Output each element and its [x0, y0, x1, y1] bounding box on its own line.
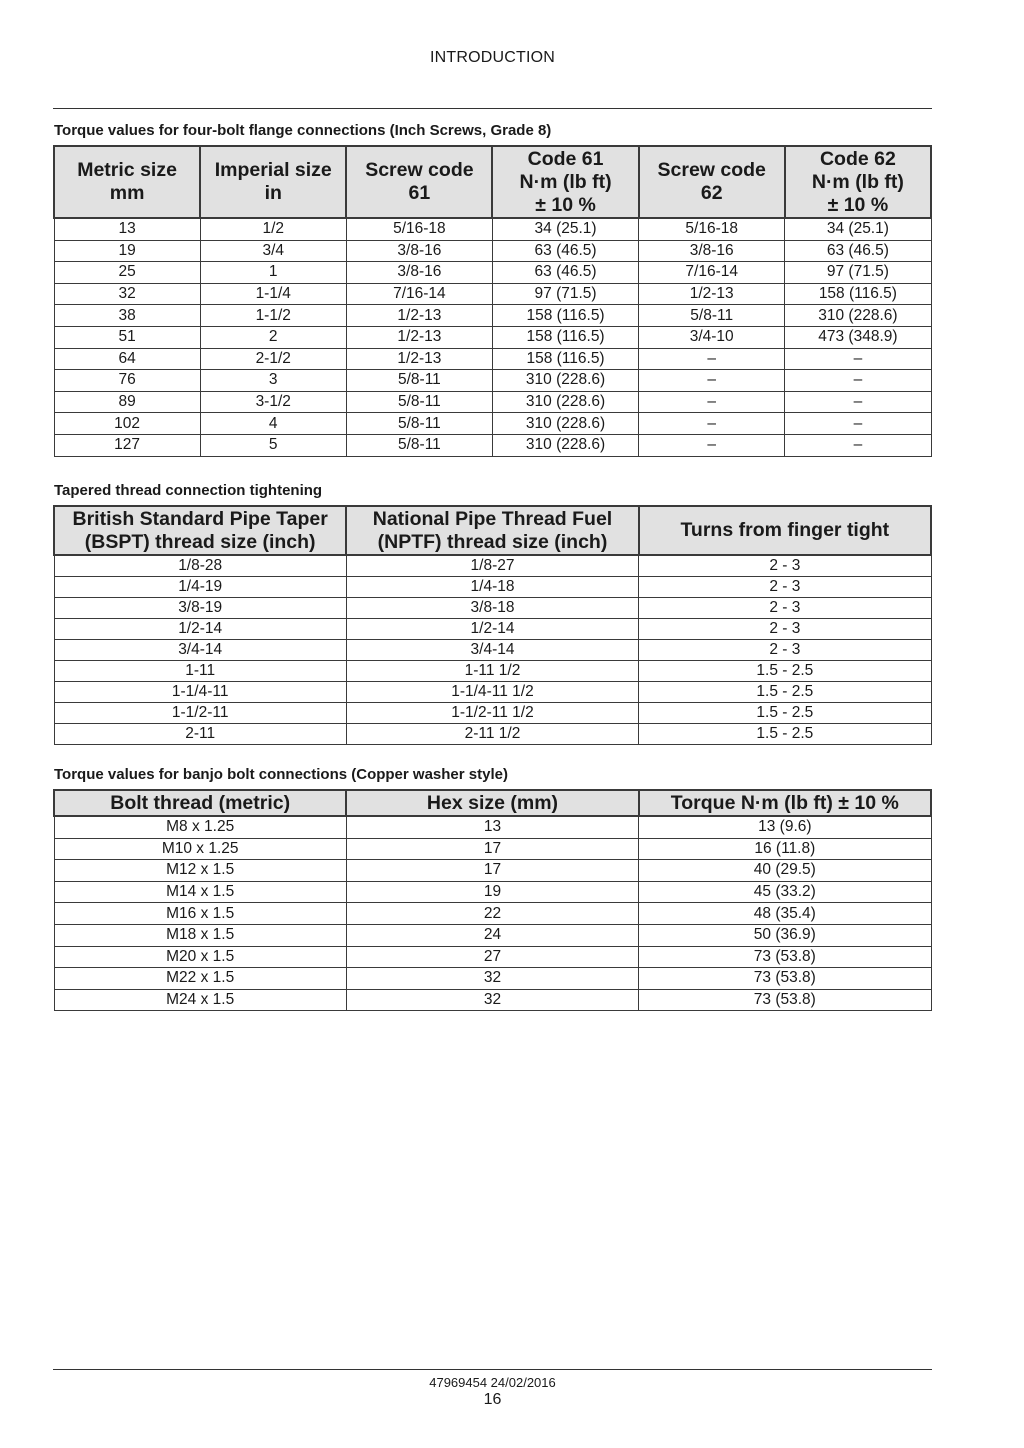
- table-cell: 97 (71.5): [785, 262, 931, 284]
- column-header: [54, 790, 346, 816]
- table-row: [54, 577, 931, 598]
- table-row: [54, 682, 931, 703]
- table-cell: 3/4-14: [346, 640, 638, 661]
- flange-torque-table: [53, 145, 932, 457]
- page-header: INTRODUCTION: [429, 49, 556, 66]
- column-header-line: Screw code: [657, 159, 766, 181]
- column-header-line: 62: [700, 182, 723, 204]
- table-cell: 32: [346, 968, 638, 990]
- table-row: [54, 283, 931, 305]
- column-header-line: Metric size: [77, 159, 177, 181]
- table-cell: M22 x 1.5: [54, 968, 346, 990]
- column-header: [639, 790, 931, 816]
- table-cell: M12 x 1.5: [54, 860, 346, 882]
- table-cell: 1/8-28: [54, 555, 346, 577]
- table-cell: M14 x 1.5: [54, 881, 346, 903]
- column-header: [346, 146, 492, 218]
- column-header-line: mm: [109, 182, 145, 204]
- table-cell: 2 - 3: [639, 555, 931, 577]
- column-header: [639, 146, 785, 218]
- table-header-row: [54, 506, 931, 555]
- table-cell: –: [639, 370, 785, 392]
- column-header-line: 61: [408, 182, 431, 204]
- table-cell: 1-1/2: [200, 305, 346, 327]
- table-cell: –: [785, 370, 931, 392]
- table-cell: M8 x 1.25: [54, 816, 346, 838]
- table-cell: 1: [200, 262, 346, 284]
- table-cell: 51: [54, 326, 200, 348]
- flange-table-title: Torque values for four-bolt flange connections (Inch Screws, Grade 8): [54, 122, 552, 139]
- table-cell: 38: [54, 305, 200, 327]
- table-cell: 5/16-18: [346, 218, 492, 240]
- column-header-line: Turns from finger tight: [680, 519, 890, 541]
- table-row: [54, 924, 931, 946]
- table-cell: M24 x 1.5: [54, 989, 346, 1011]
- table-cell: 310 (228.6): [492, 391, 638, 413]
- table-cell: 3/8-16: [346, 262, 492, 284]
- table-cell: 89: [54, 391, 200, 413]
- table-row: [54, 413, 931, 435]
- table-cell: 158 (116.5): [785, 283, 931, 305]
- column-header-line: N·m (lb ft): [811, 170, 904, 193]
- table-row: [54, 816, 931, 838]
- table-cell: 45 (33.2): [639, 881, 931, 903]
- table-row: [54, 989, 931, 1011]
- table-row: [54, 555, 931, 577]
- table-cell: 1-1/2-11: [54, 703, 346, 724]
- table-cell: 17: [346, 860, 638, 882]
- table-cell: 158 (116.5): [492, 348, 638, 370]
- table-row: [54, 240, 931, 262]
- table-cell: 50 (36.9): [639, 924, 931, 946]
- table-cell: 13 (9.6): [639, 816, 931, 838]
- table-cell: 1/2-13: [346, 326, 492, 348]
- table-cell: 158 (116.5): [492, 305, 638, 327]
- table-cell: –: [639, 413, 785, 435]
- footer-rule: [53, 1369, 932, 1370]
- table-cell: M10 x 1.25: [54, 838, 346, 860]
- column-header: [54, 146, 200, 218]
- table-cell: 40 (29.5): [639, 860, 931, 882]
- table-cell: 48 (35.4): [639, 903, 931, 925]
- table-row: [54, 703, 931, 724]
- table-cell: 17: [346, 838, 638, 860]
- table-cell: 158 (116.5): [492, 326, 638, 348]
- table-cell: 310 (228.6): [492, 413, 638, 435]
- column-header-line: Screw code: [365, 159, 474, 181]
- column-header-line: Bolt thread (metric): [110, 791, 291, 814]
- table-cell: M20 x 1.5: [54, 946, 346, 968]
- table-cell: –: [785, 413, 931, 435]
- table-cell: 73 (53.8): [639, 946, 931, 968]
- table-cell: 1/4-19: [54, 577, 346, 598]
- column-header: [346, 506, 638, 555]
- table-header-row: [54, 790, 931, 816]
- column-header: [785, 146, 931, 218]
- table-cell: 19: [54, 240, 200, 262]
- table-row: [54, 619, 931, 640]
- table-row: [54, 661, 931, 682]
- table-cell: 1-1/4-11 1/2: [346, 682, 638, 703]
- header-rule: [53, 108, 932, 109]
- table-row: [54, 348, 931, 370]
- column-header-line: Torque N·m (lb ft) ± 10 %: [670, 791, 899, 814]
- table-cell: 1-11: [54, 661, 346, 682]
- document-reference: 47969454 24/02/2016: [429, 1375, 556, 1390]
- column-header: [200, 146, 346, 218]
- table-cell: 1-1/4: [200, 283, 346, 305]
- column-header-line: Code 61: [527, 147, 604, 170]
- table-cell: –: [639, 348, 785, 370]
- table-cell: 73 (53.8): [639, 989, 931, 1011]
- column-header-line: Hex size (mm): [426, 791, 559, 814]
- table-cell: 2 - 3: [639, 577, 931, 598]
- column-header: [492, 146, 638, 218]
- table-cell: 97 (71.5): [492, 283, 638, 305]
- table-cell: 102: [54, 413, 200, 435]
- column-header: [54, 506, 346, 555]
- table-cell: –: [785, 391, 931, 413]
- table-cell: M16 x 1.5: [54, 903, 346, 925]
- table-cell: 4: [200, 413, 346, 435]
- table-cell: 5/8-11: [346, 370, 492, 392]
- table-cell: 1/4-18: [346, 577, 638, 598]
- table-cell: 1.5 - 2.5: [639, 703, 931, 724]
- table-cell: 27: [346, 946, 638, 968]
- column-header-line: Imperial size: [214, 159, 332, 181]
- table-cell: 2 - 3: [639, 619, 931, 640]
- banjo-table-title: Torque values for banjo bolt connections (Copper washer style): [54, 766, 508, 783]
- table-cell: 5/16-18: [639, 218, 785, 240]
- table-cell: 63 (46.5): [492, 262, 638, 284]
- tapered-table-title: Tapered thread connection tightening: [54, 482, 323, 499]
- table-cell: –: [639, 391, 785, 413]
- table-row: [54, 391, 931, 413]
- table-cell: 3/4-14: [54, 640, 346, 661]
- table-cell: 2 - 3: [639, 598, 931, 619]
- table-cell: 473 (348.9): [785, 326, 931, 348]
- table-cell: 3/8-16: [346, 240, 492, 262]
- table-cell: 1/2-14: [346, 619, 638, 640]
- table-cell: –: [639, 434, 785, 456]
- column-header: [639, 506, 931, 555]
- tapered-thread-table: [53, 505, 932, 745]
- table-cell: 1.5 - 2.5: [639, 724, 931, 745]
- table-header-row: [54, 146, 931, 218]
- table-cell: 32: [54, 283, 200, 305]
- column-header-line: Code 62: [819, 147, 896, 170]
- table-cell: M18 x 1.5: [54, 924, 346, 946]
- page-number: 16: [483, 1391, 502, 1408]
- banjo-torque-table: [53, 789, 932, 1011]
- table-cell: 2-11 1/2: [346, 724, 638, 745]
- table-cell: 1/2-14: [54, 619, 346, 640]
- table-cell: 5/8-11: [346, 434, 492, 456]
- table-cell: 5/8-11: [639, 305, 785, 327]
- table-cell: 3/4: [200, 240, 346, 262]
- table-cell: 76: [54, 370, 200, 392]
- column-header: [346, 790, 638, 816]
- table-cell: 7/16-14: [346, 283, 492, 305]
- table-cell: 1-11 1/2: [346, 661, 638, 682]
- table-cell: 3/8-19: [54, 598, 346, 619]
- table-row: [54, 860, 931, 882]
- table-cell: 13: [54, 218, 200, 240]
- column-header-line: ± 10 %: [535, 193, 596, 216]
- table-cell: 5/8-11: [346, 413, 492, 435]
- table-cell: 2-11: [54, 724, 346, 745]
- table-cell: 310 (228.6): [785, 305, 931, 327]
- table-cell: 127: [54, 434, 200, 456]
- table-cell: 3-1/2: [200, 391, 346, 413]
- table-cell: 34 (25.1): [785, 218, 931, 240]
- table-row: [54, 903, 931, 925]
- table-cell: 2 - 3: [639, 640, 931, 661]
- table-cell: –: [785, 348, 931, 370]
- table-cell: 13: [346, 816, 638, 838]
- table-cell: 1.5 - 2.5: [639, 661, 931, 682]
- table-cell: 64: [54, 348, 200, 370]
- table-row: [54, 434, 931, 456]
- column-header-line: ± 10 %: [827, 193, 889, 216]
- table-cell: 19: [346, 881, 638, 903]
- table-cell: 7/16-14: [639, 262, 785, 284]
- column-header-line: (NPTF) thread size (inch): [377, 530, 608, 553]
- column-header-line: in: [264, 182, 282, 204]
- table-cell: 24: [346, 924, 638, 946]
- table-cell: –: [785, 434, 931, 456]
- table-cell: 3: [200, 370, 346, 392]
- table-cell: 3/8-16: [639, 240, 785, 262]
- table-cell: 1-1/4-11: [54, 682, 346, 703]
- table-row: [54, 262, 931, 284]
- column-header-line: British Standard Pipe Taper: [72, 507, 328, 530]
- table-cell: 310 (228.6): [492, 370, 638, 392]
- table-cell: 22: [346, 903, 638, 925]
- table-cell: 63 (46.5): [785, 240, 931, 262]
- table-cell: 1.5 - 2.5: [639, 682, 931, 703]
- table-cell: 25: [54, 262, 200, 284]
- table-row: [54, 326, 931, 348]
- table-cell: 63 (46.5): [492, 240, 638, 262]
- table-row: [54, 881, 931, 903]
- table-row: [54, 640, 931, 661]
- table-cell: 3/4-10: [639, 326, 785, 348]
- column-header-line: N·m (lb ft): [519, 170, 612, 193]
- column-header-line: National Pipe Thread Fuel: [372, 507, 613, 530]
- table-cell: 1/2: [200, 218, 346, 240]
- table-row: [54, 218, 931, 240]
- table-cell: 34 (25.1): [492, 218, 638, 240]
- table-row: [54, 838, 931, 860]
- table-cell: 1/2-13: [346, 305, 492, 327]
- table-cell: 5/8-11: [346, 391, 492, 413]
- table-row: [54, 598, 931, 619]
- table-cell: 73 (53.8): [639, 968, 931, 990]
- table-cell: 1/2-13: [346, 348, 492, 370]
- table-row: [54, 305, 931, 327]
- table-cell: 3/8-18: [346, 598, 638, 619]
- table-cell: 16 (11.8): [639, 838, 931, 860]
- table-row: [54, 946, 931, 968]
- table-row: [54, 968, 931, 990]
- table-cell: 32: [346, 989, 638, 1011]
- table-cell: 2: [200, 326, 346, 348]
- table-cell: 1/2-13: [639, 283, 785, 305]
- column-header-line: (BSPT) thread size (inch): [84, 530, 316, 553]
- table-cell: 1/8-27: [346, 555, 638, 577]
- table-row: [54, 724, 931, 745]
- table-cell: 1-1/2-11 1/2: [346, 703, 638, 724]
- table-cell: 2-1/2: [200, 348, 346, 370]
- table-cell: 5: [200, 434, 346, 456]
- table-cell: 310 (228.6): [492, 434, 638, 456]
- table-row: [54, 370, 931, 392]
